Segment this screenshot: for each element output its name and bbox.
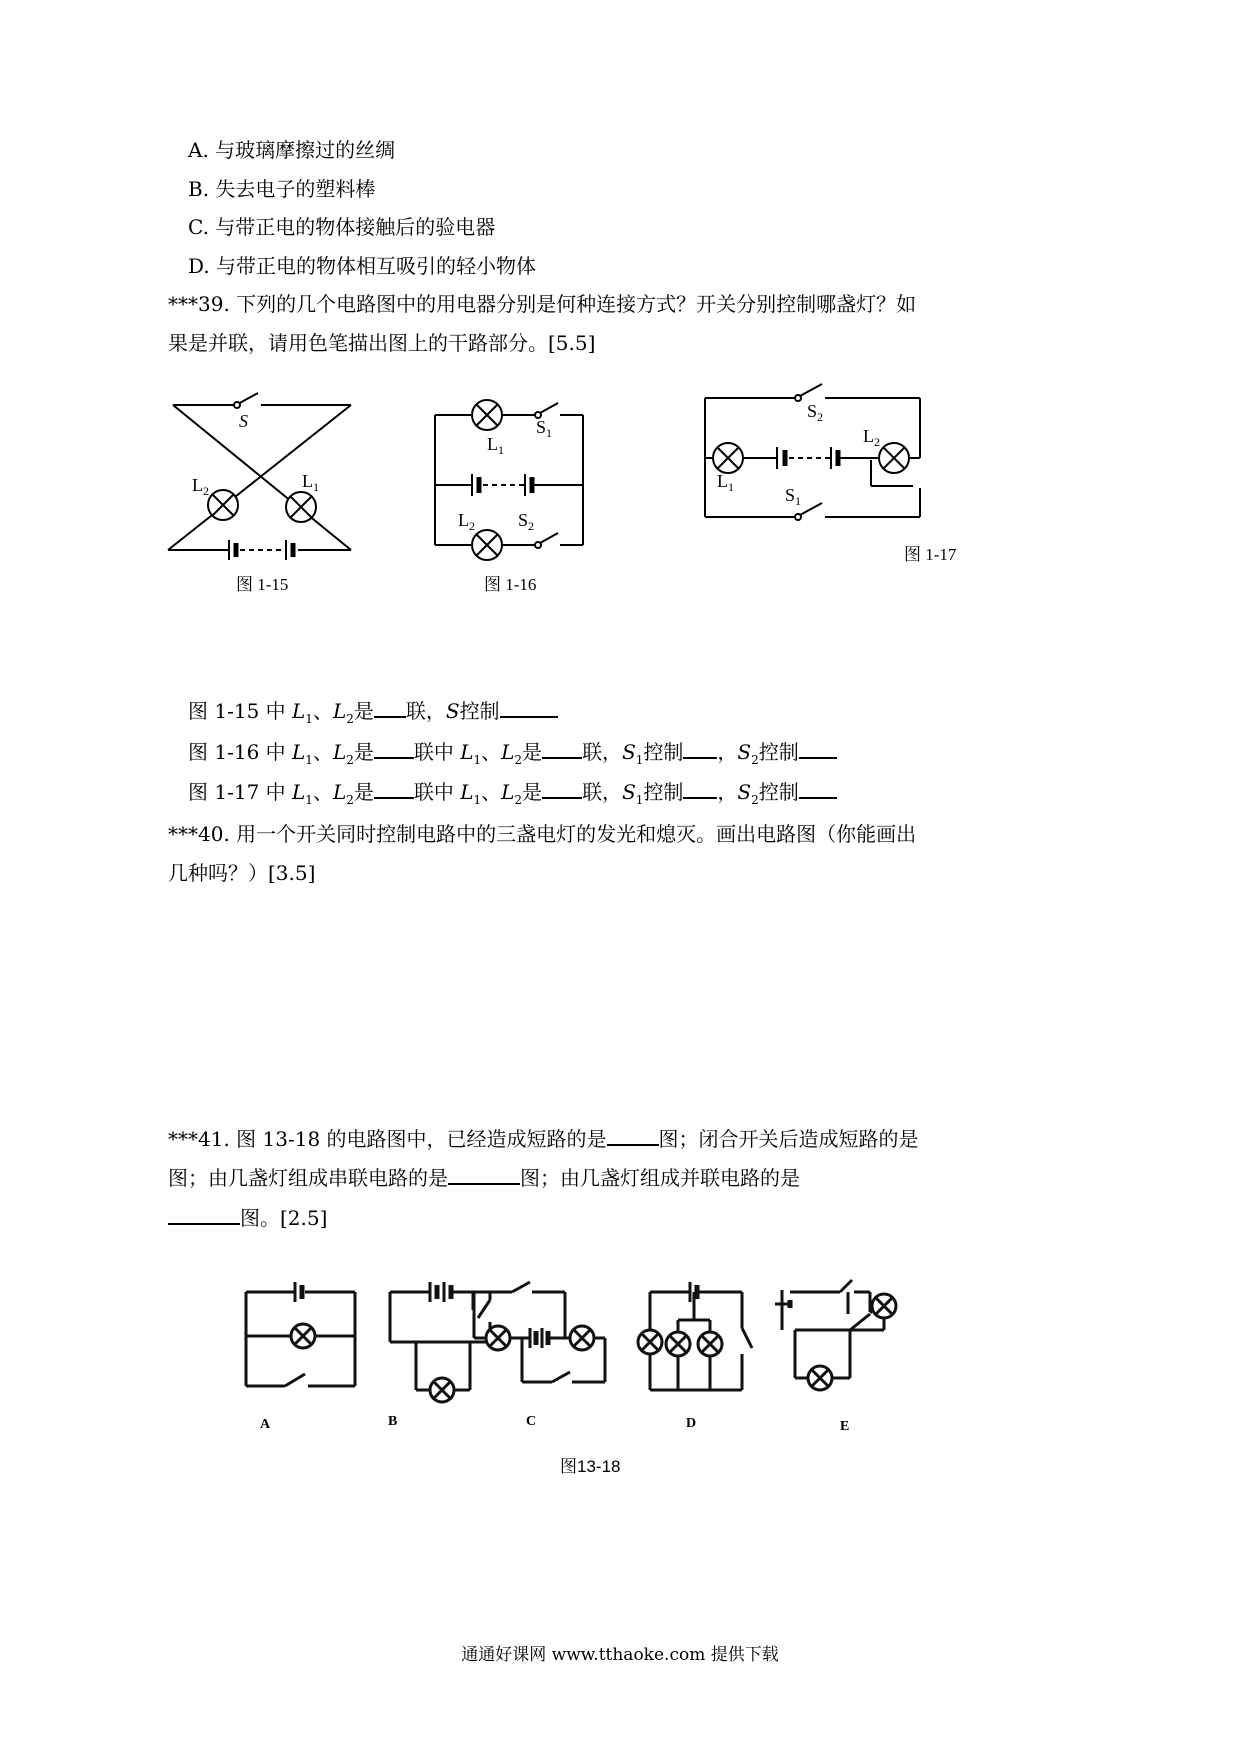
fig15-s-label: S <box>239 411 248 431</box>
a1-l-2: L <box>332 699 347 723</box>
a2-s-2: S <box>737 740 752 764</box>
circuit-label-b: B <box>388 1414 398 1429</box>
a3-sub1: 1 <box>305 793 313 807</box>
a1-sub2: 2 <box>346 712 354 726</box>
fig17-s2-label: $S_2$ <box>807 401 824 424</box>
circuit-figure-1-16 <box>430 385 600 565</box>
a2-shi-2: 是 <box>522 740 543 764</box>
a1-ctrl: 控制 <box>459 699 500 723</box>
a2-lian-zhong: 联中 <box>413 740 461 764</box>
answer-blank[interactable] <box>799 739 837 759</box>
q39-line1: ***39. 下列的几个电路图中的用电器分别是何种连接方式？开关分别控制哪盏灯？如 <box>168 292 917 316</box>
a1-prefix: 图 1-15 中 <box>188 699 293 723</box>
q41-line2a: 图；由几盏灯组成串联电路的是 <box>168 1166 448 1190</box>
option-d: D. 与带正电的物体相互吸引的轻小物体 <box>188 254 537 278</box>
circuit-figure-1-17 <box>695 380 935 540</box>
q40-line2: 几种吗？）[3.5] <box>168 861 316 885</box>
a1-l: L <box>292 699 306 723</box>
a1-s: S <box>445 699 460 723</box>
a3-lian-zhong: 联中 <box>413 780 461 804</box>
fig16-s2-label: $S_2$ <box>518 510 535 533</box>
a2-l-2: L <box>332 740 347 764</box>
circuit-label-c: C <box>526 1414 537 1429</box>
a3-s-sub2: 2 <box>751 793 759 807</box>
a2-sep-2: 、 <box>481 740 502 764</box>
answer-blank[interactable] <box>542 779 582 799</box>
a3-sub1-2: 1 <box>473 793 482 807</box>
fig17-l2-label: $L_2$ <box>863 426 880 449</box>
a2-s-sub1: 1 <box>635 753 644 767</box>
fig15-caption: 图 1-15 <box>236 575 289 594</box>
a3-sub2: 2 <box>346 793 354 807</box>
a2-sub1: 1 <box>305 753 313 767</box>
a1-sub1: 1 <box>305 712 313 726</box>
a2-sep: 、 <box>312 740 333 764</box>
a2-comma: ， <box>717 740 738 764</box>
circuit-figure-1-15 <box>166 385 366 565</box>
circuit-e <box>775 1280 896 1390</box>
a2-sub2: 2 <box>346 753 354 767</box>
a2-lian: 联， <box>582 740 623 764</box>
answer-line-1 <box>188 695 558 726</box>
q41-line3 <box>168 1202 327 1231</box>
q39-line2: 果是并联，请用色笔描出图上的干路部分。[5.5] <box>168 331 596 355</box>
fig18-caption: 图13-18 <box>560 1457 621 1476</box>
option-c: C. 与带正电的物体接触后的验电器 <box>188 215 496 239</box>
q41-line1b: 图；闭合开关后造成短路的是 <box>658 1127 919 1151</box>
answer-blank[interactable] <box>374 779 414 799</box>
a2-sub1-2: 1 <box>473 753 482 767</box>
a3-comma: ， <box>717 780 738 804</box>
fig16-caption: 图 1-16 <box>484 575 537 594</box>
a2-s: S <box>622 740 636 764</box>
a3-ctrl: 控制 <box>643 780 684 804</box>
a3-ctrl-2: 控制 <box>758 780 799 804</box>
a3-prefix: 图 1-17 中 <box>188 780 293 804</box>
a3-shi-2: 是 <box>522 780 543 804</box>
answer-blank[interactable] <box>448 1165 520 1185</box>
answer-blank[interactable] <box>683 739 717 759</box>
fig16-s1-label: $S_1$ <box>536 417 553 440</box>
circuit-figure-13-18 <box>230 1270 1030 1445</box>
answer-blank[interactable] <box>500 698 558 718</box>
a2-prefix: 图 1-16 中 <box>188 740 293 764</box>
a2-l: L <box>292 740 306 764</box>
a3-l-3: L <box>460 780 474 804</box>
q41-line2 <box>168 1162 800 1191</box>
circuit-label-e: E <box>840 1419 850 1434</box>
a3-sub2-2: 2 <box>514 793 523 807</box>
answer-blank[interactable] <box>542 739 582 759</box>
a3-l-4: L <box>501 780 515 804</box>
a3-l-2: L <box>332 780 347 804</box>
q41-line2b: 图；由几盏灯组成并联电路的是 <box>520 1166 800 1190</box>
a3-s-2: S <box>737 780 752 804</box>
answer-blank[interactable] <box>799 779 837 799</box>
fig16-l1-label: $L_1$ <box>487 434 504 457</box>
fig17-l1-label: $L_1$ <box>717 471 734 494</box>
a3-l: L <box>292 780 306 804</box>
a2-ctrl: 控制 <box>643 740 684 764</box>
answer-line-2 <box>188 736 837 767</box>
a3-shi: 是 <box>353 780 374 804</box>
answer-blank[interactable] <box>374 698 406 718</box>
circuit-label-a: A <box>260 1417 271 1432</box>
a2-shi: 是 <box>353 740 374 764</box>
q41-line1a: ***41. 图 13-18 的电路图中，已经造成短路的是 <box>168 1127 607 1151</box>
page-footer: 通通好课网 www.tthaoke.com 提供下载 <box>461 1645 779 1665</box>
circuit-d <box>638 1282 752 1390</box>
option-a: A. 与玻璃摩擦过的丝绸 <box>188 138 396 162</box>
a1-mid: 是 <box>353 699 374 723</box>
q41-line3-text: 图。[2.5] <box>240 1206 328 1230</box>
answer-blank[interactable] <box>168 1205 240 1225</box>
fig15-l2-label: $L_2$ <box>192 475 209 498</box>
q41-line1 <box>168 1123 919 1152</box>
answer-blank[interactable] <box>683 779 717 799</box>
a3-sep-2: 、 <box>481 780 502 804</box>
option-b: B. 失去电子的塑料棒 <box>188 177 376 201</box>
a2-sub2-2: 2 <box>514 753 523 767</box>
fig16-l2-label: $L_2$ <box>458 510 475 533</box>
a3-s-sub1: 1 <box>635 793 644 807</box>
a2-s-sub2: 2 <box>751 753 759 767</box>
a3-lian: 联， <box>582 780 623 804</box>
a2-l-3: L <box>460 740 474 764</box>
circuit-a <box>246 1282 355 1386</box>
a1-lian: 联， <box>405 699 446 723</box>
fig17-caption: 图 1-17 <box>904 545 957 564</box>
answer-line-3 <box>188 776 837 807</box>
fig15-l1-label: $L_1$ <box>302 471 319 494</box>
q40-line1: ***40. 用一个开关同时控制电路中的三盏电灯的发光和熄灭。画出电路图（你能画出 <box>168 822 917 846</box>
a3-s: S <box>622 780 636 804</box>
answer-blank[interactable] <box>374 739 414 759</box>
a2-l-4: L <box>501 740 515 764</box>
a3-sep: 、 <box>312 780 333 804</box>
answer-blank[interactable] <box>607 1126 659 1146</box>
a1-sep: 、 <box>312 699 333 723</box>
circuit-c <box>474 1282 605 1382</box>
fig17-s1-label: $S_1$ <box>785 485 802 508</box>
a2-ctrl-2: 控制 <box>758 740 799 764</box>
circuit-label-d: D <box>686 1416 697 1431</box>
